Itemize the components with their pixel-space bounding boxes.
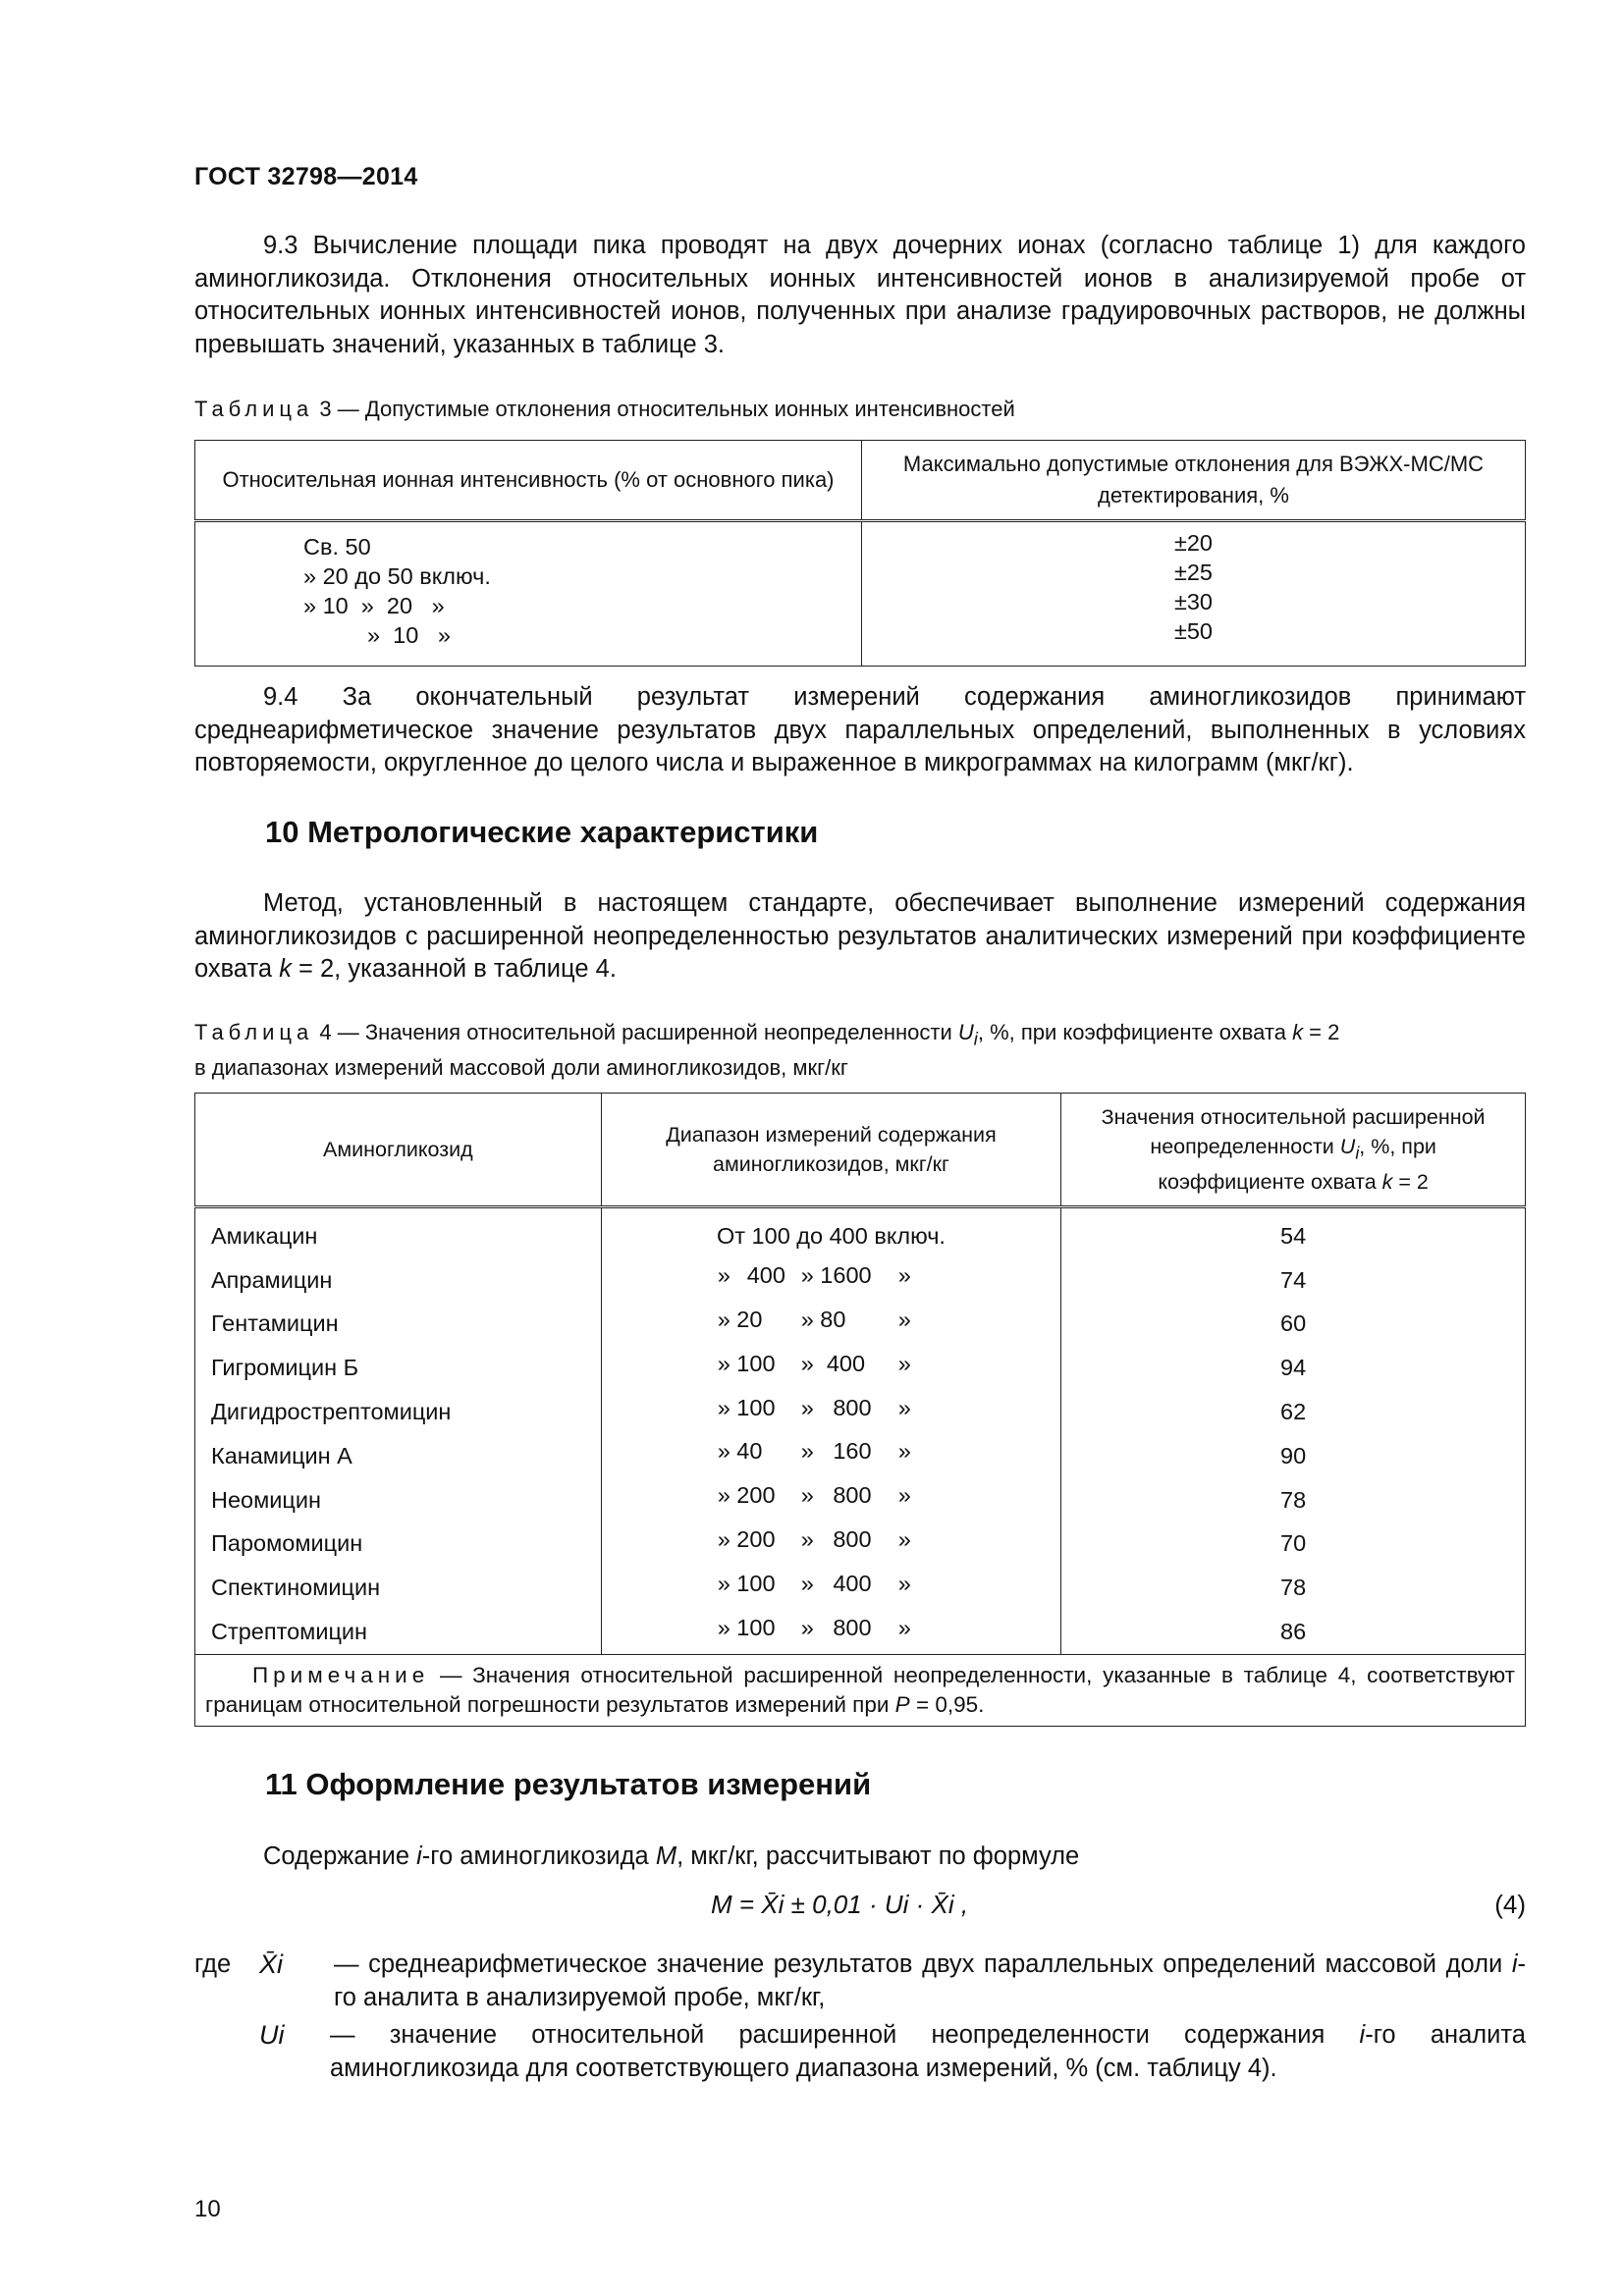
table4-range: » 20 » 80 » bbox=[601, 1303, 1061, 1347]
table3-caption: Таблица 3 — Допустимые отклонения относительных ионных интенсивностей bbox=[194, 397, 1015, 421]
table4-header-uncertainty: Значения относительной расширенной неопределенности $U_i$, %, при коэффициенте охвата k = 2 bbox=[1061, 1094, 1526, 1207]
def1-symbol: X̄i bbox=[259, 1949, 284, 1979]
section-10-title: 10 Метрологические характеристики bbox=[265, 815, 819, 849]
table4-name: Канамицин А bbox=[195, 1434, 602, 1478]
paragraph-9-4: 9.4 За окончательный результат измерений содержания аминогликозидов принимают среднеарифметическое значение результатов двух параллельных определений, выполненных в условиях повторяемости, округленное до целого числа и выраженное в микрограммах на килограмм (мкг/кг). bbox=[194, 683, 1526, 776]
def2-symbol: Ui bbox=[259, 2020, 285, 2050]
table-4 bbox=[194, 1093, 1526, 1727]
table3-range: » 10 » bbox=[367, 622, 451, 648]
table4-value: 78 bbox=[1061, 1566, 1526, 1610]
table4-range: » 100 » 800 » bbox=[601, 1610, 1061, 1654]
table3-range: » 10 » 20 » bbox=[303, 593, 445, 618]
table4-name: Гигромицин Б bbox=[195, 1346, 602, 1390]
table4-value: 94 bbox=[1061, 1346, 1526, 1390]
table4-value: 90 bbox=[1061, 1434, 1526, 1478]
table4-range: » 100 » 800 » bbox=[601, 1390, 1061, 1434]
table4-name: Спектиномицин bbox=[195, 1566, 602, 1610]
table4-range: » 200 » 800 » bbox=[601, 1478, 1061, 1522]
paragraph-10: Метод, установленный в настоящем стандарте, обеспечивает выполнение измерений содержания аминогликозидов с расширенной неопределенностью результатов аналитических измерений при коэффициенте охвата k = 2, указанной в таблице 4. bbox=[194, 889, 1526, 983]
def1-text-line1: — среднеарифметическое значение результатов двух параллельных определений массовой доли i-го аналита в анализируемой пробе, мкг/кг, bbox=[334, 1950, 1526, 2011]
table4-range: » 100 » 400 » bbox=[601, 1346, 1061, 1390]
table4-name: Гентамицин bbox=[195, 1303, 602, 1347]
table3-deviation: ±20 bbox=[1173, 530, 1213, 556]
table4-range: От 100 до 400 включ. bbox=[601, 1207, 1061, 1258]
table3-deviation: ±30 bbox=[1173, 589, 1213, 614]
table4-range: » 100 » 400 » bbox=[601, 1566, 1061, 1610]
table3-range: Св. 50 bbox=[303, 534, 371, 560]
table4-range: » 200 » 800 » bbox=[601, 1522, 1061, 1567]
table4-caption: Таблица 4 — Значения относительной расширенной неопределенности $U_i$, %, при коэффициенте охвата k = 2 в диапазонах измерений массовой доли аминогликозидов, мкг/кг bbox=[194, 1020, 1340, 1081]
document-header: ГОСТ 32798—2014 bbox=[194, 163, 418, 190]
table3-ranges-cell bbox=[195, 521, 862, 667]
formula-4: M = X̄i ± 0,01 · Ui · X̄i , bbox=[711, 1890, 969, 1919]
def2-text: — значение относительной расширенной неопределенности содержания i-го аналита аминогликозида для соответствующего диапазона измерений, % (см. таблицу 4). bbox=[330, 2021, 1526, 2082]
table4-header-range: Диапазон измерений содержания аминогликозидов, мкг/кг bbox=[601, 1094, 1061, 1207]
table3-deviation: ±25 bbox=[1173, 560, 1213, 585]
table4-value: 60 bbox=[1061, 1303, 1526, 1347]
table4-value: 86 bbox=[1061, 1610, 1526, 1654]
paragraph-9-3: 9.3 Вычисление площади пика проводят на двух дочерних ионах (согласно таблице 1) для каждого аминогликозида. Отклонения относительных ионных интенсивностей ионов в анализируемой пробе от относительных ионных интенсивностей ионов, полученных при анализе градуировочных растворов, не должны превышать значений, указанных в таблице 3. bbox=[194, 232, 1526, 358]
page-number: 10 bbox=[194, 2196, 221, 2222]
table4-name: Апрамицин bbox=[195, 1258, 602, 1303]
table4-header-aminoglycoside: Аминогликозид bbox=[195, 1094, 602, 1207]
table3-deviation: ±50 bbox=[1173, 618, 1213, 644]
table4-name: Стрептомицин bbox=[195, 1610, 602, 1654]
table-3 bbox=[194, 440, 1526, 667]
table3-range: » 20 до 50 включ. bbox=[303, 563, 491, 589]
table4-name: Дигидрострептомицин bbox=[195, 1390, 602, 1434]
paragraph-11-intro: Содержание i-го аминогликозида М, мкг/кг, рассчитывают по формуле bbox=[263, 1842, 1080, 1870]
table3-deviations-cell bbox=[861, 521, 1525, 667]
table4-note: Примечание — Значения относительной расширенной неопределенности, указанные в таблице 4, соответствуют границам относительной погрешности результатов измерений при P = 0,95. bbox=[195, 1654, 1526, 1726]
table4-range: » 40 » 160 » bbox=[601, 1434, 1061, 1478]
table4-name: Неомицин bbox=[195, 1478, 602, 1522]
table4-value: 54 bbox=[1061, 1207, 1526, 1258]
where-label: где bbox=[194, 1950, 232, 1978]
definitions bbox=[194, 1948, 1526, 2082]
table4-value: 62 bbox=[1061, 1390, 1526, 1434]
table4-range: » 400 » 1600 » bbox=[601, 1258, 1061, 1303]
table4-value: 70 bbox=[1061, 1522, 1526, 1567]
table4-name: Амикацин bbox=[195, 1207, 602, 1258]
table4-name: Паромомицин bbox=[195, 1522, 602, 1567]
table4-value: 74 bbox=[1061, 1258, 1526, 1303]
formula-number: (4) bbox=[1494, 1890, 1526, 1919]
section-11-title: 11 Оформление результатов измерений bbox=[265, 1767, 872, 1801]
table3-header-deviation: Максимально допустимые отклонения для ВЭЖХ-МС/МС детектирования, % bbox=[861, 441, 1525, 521]
table4-value: 78 bbox=[1061, 1478, 1526, 1522]
table3-header-intensity: Относительная ионная интенсивность (% от основного пика) bbox=[195, 441, 862, 521]
